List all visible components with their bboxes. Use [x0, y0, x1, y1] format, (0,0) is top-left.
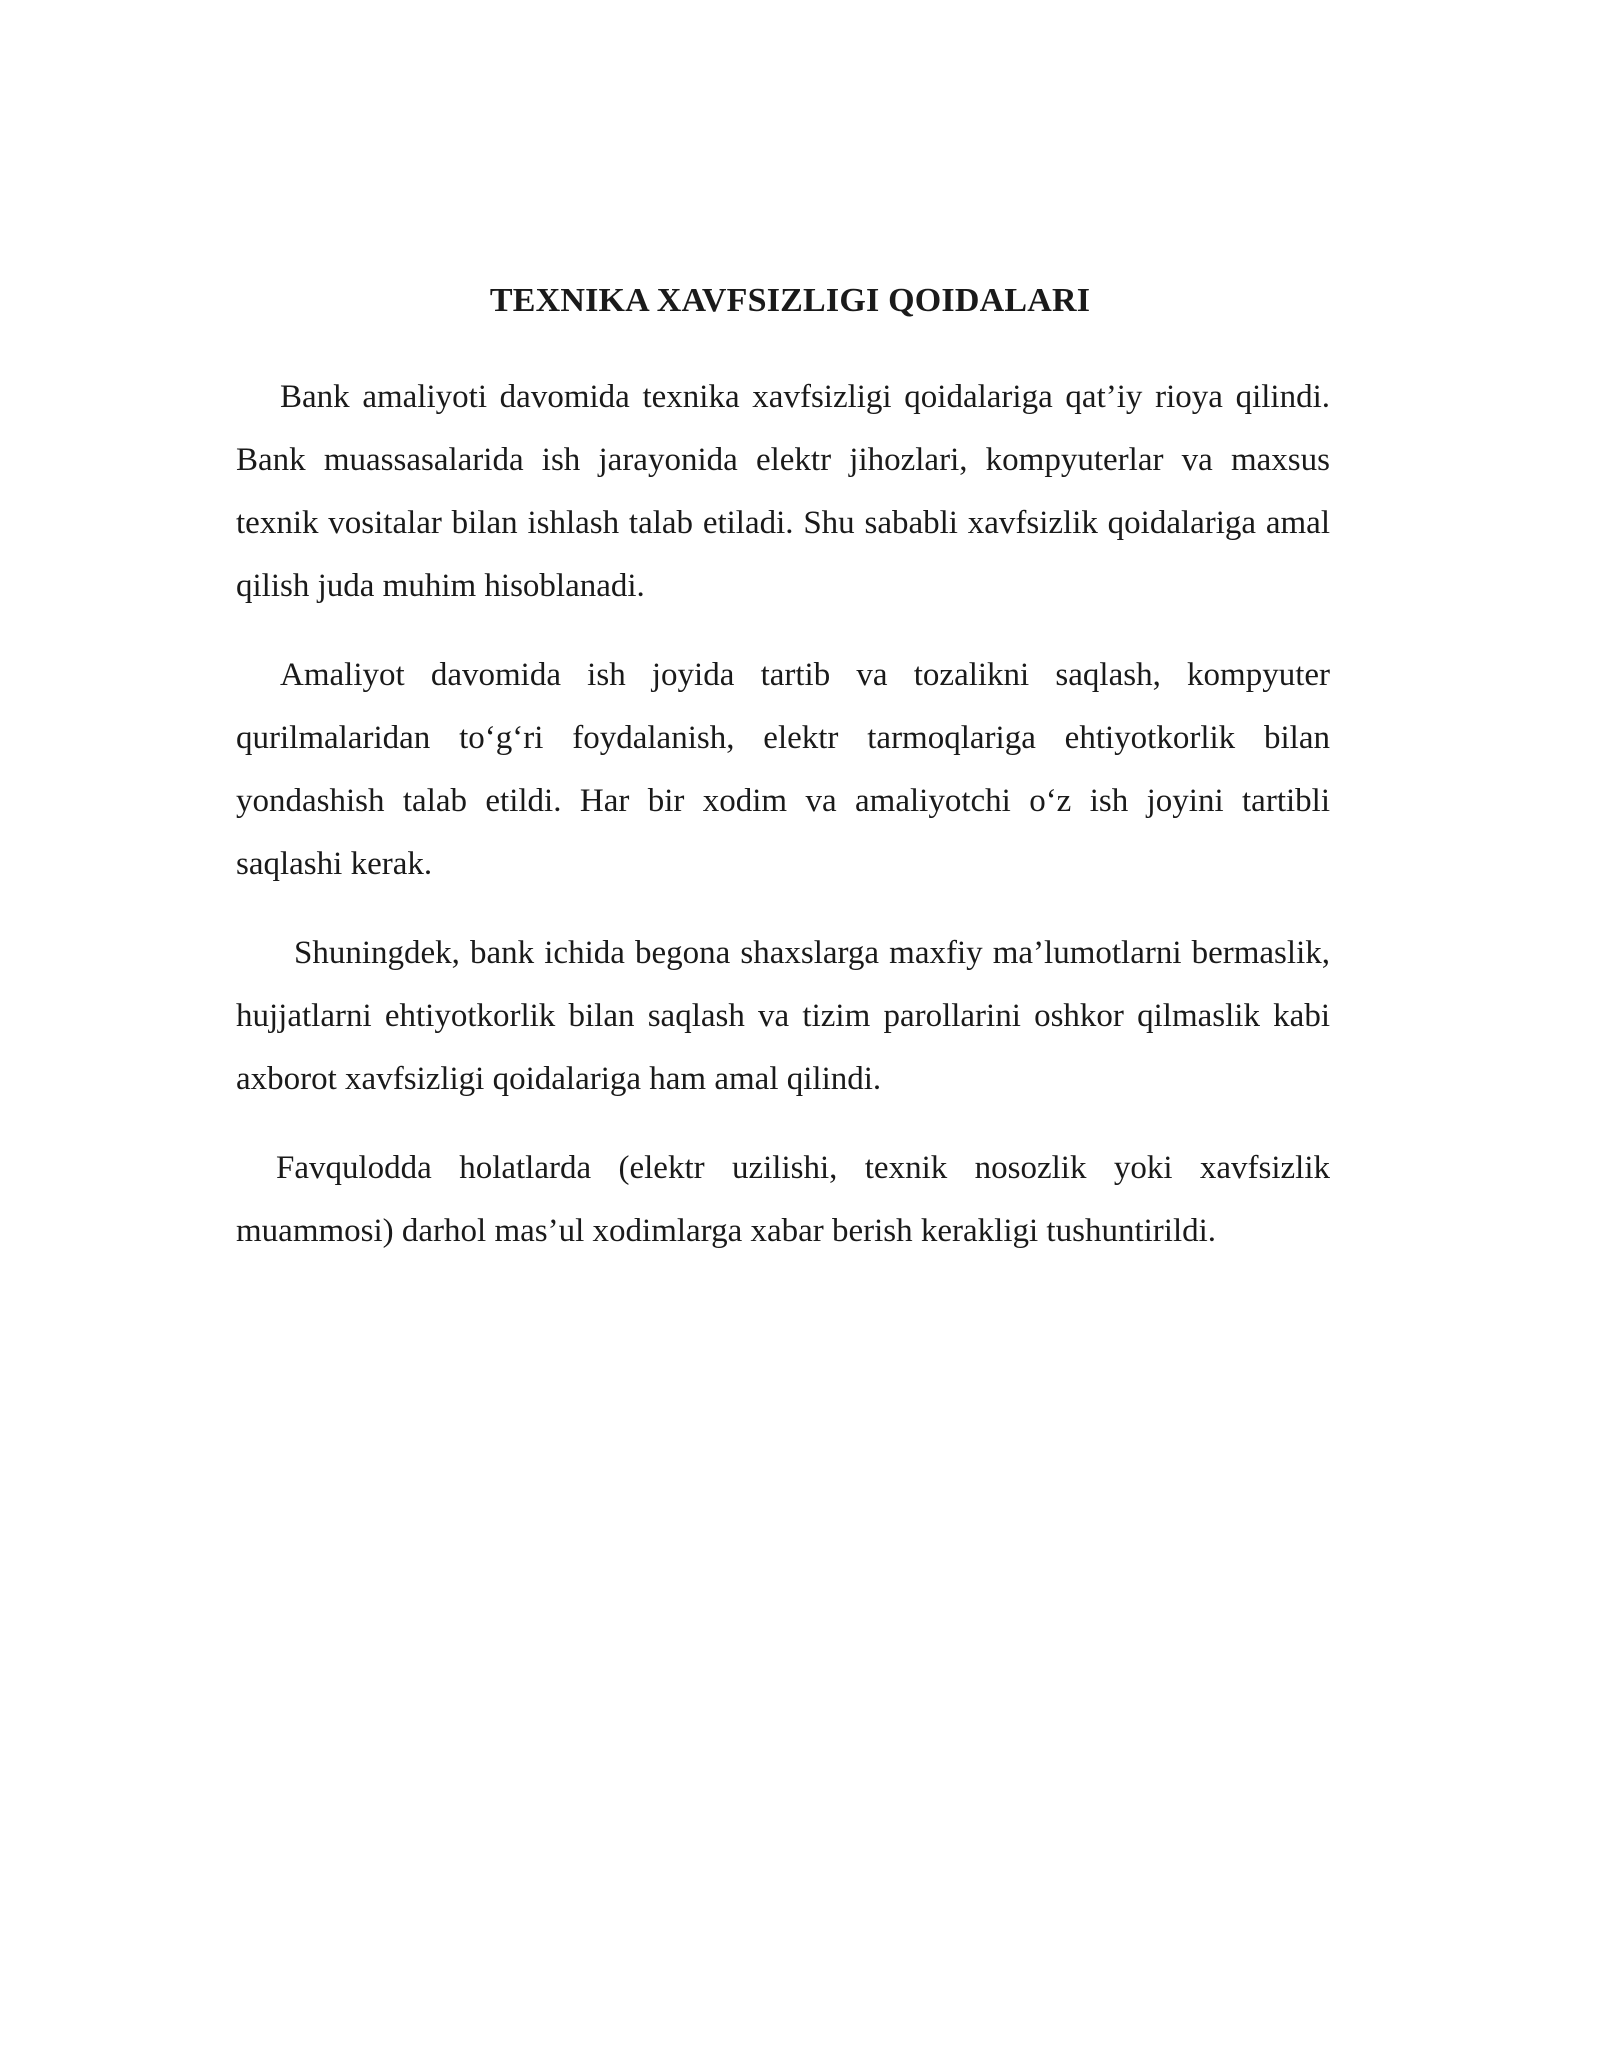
document-body — [236, 274, 1330, 1289]
paragraph-information-security: Shuningdek, bank ichida begona shaxslarga maxfiy ma’lumotlarni bermaslik, hujjatlarni ehtiyotkorlik bilan saqlash va tizim parollarini oshkor qilmaslik kabi axborot xavfsizligi qoidalariga ham amal qilindi. — [236, 935, 1330, 1097]
paragraph-workplace-order: Amaliyot davomida ish joyida tartib va tozalikni saqlash, kompyuter qurilmalaridan to‘g‘ri foydalanish, elektr tarmoqlariga ehtiyotkorlik bilan yondashish talab etildi. Har bir xodim va amaliyotchi o‘z ish joyini tartibli saqlashi kerak. — [236, 657, 1330, 882]
paragraph-emergency-situations: Favqulodda holatlarda (elektr uzilishi, texnik nosozlik yoki xavfsizlik muammosi) darhol mas’ul xodimlarga xabar berish kerakligi tushuntirildi. — [236, 1150, 1330, 1249]
paragraph-bank-practice-safety: Bank amaliyoti davomida texnika xavfsizligi qoidalariga qat’iy rioya qilindi. Bank muassasalarida ish jarayonida elektr jihozlari, kompyuterlar va maxsus texnik vositalar bilan ishlash talab etiladi. Shu sababli xavfsizlik qoidalariga amal qilish juda muhim hisoblanadi. — [236, 379, 1330, 604]
document-title: TEXNIKA XAVFSIZLIGI QOIDALARI — [489, 282, 1091, 319]
